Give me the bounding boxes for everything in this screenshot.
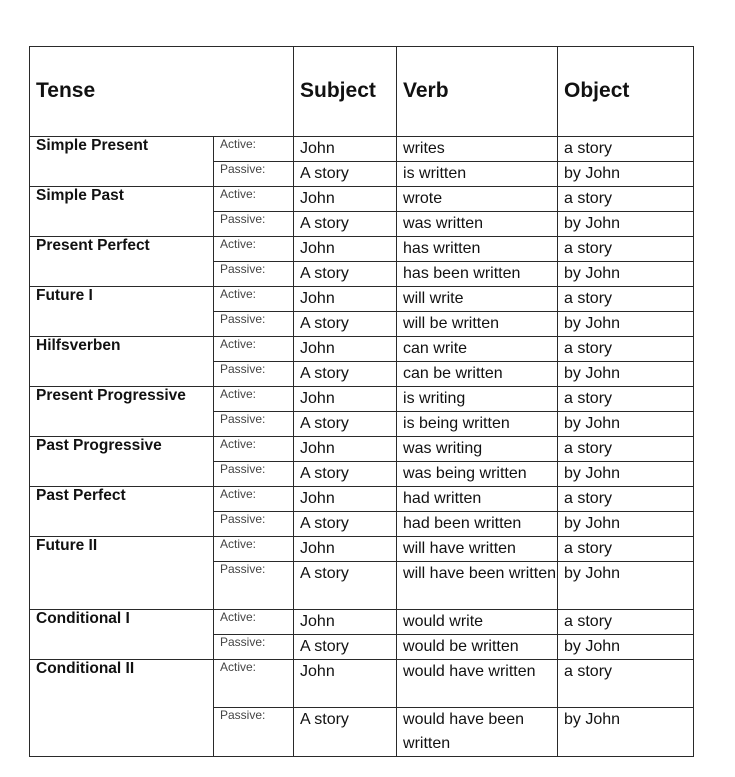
active-label: Active: bbox=[214, 437, 294, 462]
object-cell: a story bbox=[558, 237, 694, 262]
object-cell: a story bbox=[558, 610, 694, 635]
passive-label: Passive: bbox=[214, 512, 294, 537]
subject-cell: A story bbox=[294, 312, 397, 337]
subject-cell: A story bbox=[294, 512, 397, 537]
table-row bbox=[30, 610, 694, 635]
subject-cell: John bbox=[294, 337, 397, 362]
object-cell: a story bbox=[558, 487, 694, 512]
table-row bbox=[30, 537, 694, 562]
object-cell: by John bbox=[558, 162, 694, 187]
object-cell: a story bbox=[558, 437, 694, 462]
active-label: Active: bbox=[214, 537, 294, 562]
object-cell: by John bbox=[558, 362, 694, 387]
verb-cell: has been written bbox=[397, 262, 558, 287]
subject-cell: John bbox=[294, 387, 397, 412]
header-tense: Tense bbox=[30, 47, 294, 137]
object-cell: a story bbox=[558, 337, 694, 362]
tense-name: Present Perfect bbox=[30, 237, 214, 287]
verb-cell: was written bbox=[397, 212, 558, 237]
tense-name: Simple Present bbox=[30, 137, 214, 187]
subject-cell: A story bbox=[294, 412, 397, 437]
active-label: Active: bbox=[214, 237, 294, 262]
active-label: Active: bbox=[214, 387, 294, 412]
subject-cell: A story bbox=[294, 462, 397, 487]
tense-name: Simple Past bbox=[30, 187, 214, 237]
active-label: Active: bbox=[214, 137, 294, 162]
subject-cell: A story bbox=[294, 708, 397, 757]
subject-cell: John bbox=[294, 137, 397, 162]
tense-name: Past Perfect bbox=[30, 487, 214, 537]
subject-cell: A story bbox=[294, 162, 397, 187]
tense-name: Hilfsverben bbox=[30, 337, 214, 387]
subject-cell: A story bbox=[294, 635, 397, 660]
table-row bbox=[30, 337, 694, 362]
header-row bbox=[30, 47, 694, 137]
object-cell: by John bbox=[558, 262, 694, 287]
table-row bbox=[30, 437, 694, 462]
table-row bbox=[30, 660, 694, 708]
tense-table bbox=[29, 46, 694, 757]
tense-name: Conditional II bbox=[30, 660, 214, 757]
object-cell: by John bbox=[558, 312, 694, 337]
subject-cell: John bbox=[294, 537, 397, 562]
object-cell: a story bbox=[558, 660, 694, 708]
verb-cell: is written bbox=[397, 162, 558, 187]
subject-cell: John bbox=[294, 610, 397, 635]
verb-cell: has written bbox=[397, 237, 558, 262]
subject-cell: A story bbox=[294, 212, 397, 237]
passive-label: Passive: bbox=[214, 562, 294, 610]
subject-cell: John bbox=[294, 187, 397, 212]
table-row bbox=[30, 487, 694, 512]
tense-name: Future II bbox=[30, 537, 214, 610]
subject-cell: A story bbox=[294, 362, 397, 387]
table-body bbox=[30, 137, 694, 757]
passive-label: Passive: bbox=[214, 362, 294, 387]
verb-cell: will have written bbox=[397, 537, 558, 562]
passive-label: Passive: bbox=[214, 462, 294, 487]
object-cell: by John bbox=[558, 412, 694, 437]
table-row bbox=[30, 387, 694, 412]
verb-cell: had written bbox=[397, 487, 558, 512]
subject-cell: John bbox=[294, 437, 397, 462]
active-label: Active: bbox=[214, 487, 294, 512]
passive-label: Passive: bbox=[214, 708, 294, 757]
object-cell: a story bbox=[558, 287, 694, 312]
active-label: Active: bbox=[214, 660, 294, 708]
subject-cell: John bbox=[294, 237, 397, 262]
object-cell: a story bbox=[558, 137, 694, 162]
table-row bbox=[30, 187, 694, 212]
subject-cell: John bbox=[294, 660, 397, 708]
header-object: Object bbox=[558, 47, 694, 137]
tense-name: Past Progressive bbox=[30, 437, 214, 487]
verb-cell: had been written bbox=[397, 512, 558, 537]
verb-cell: is being written bbox=[397, 412, 558, 437]
object-cell: by John bbox=[558, 462, 694, 487]
passive-label: Passive: bbox=[214, 412, 294, 437]
object-cell: by John bbox=[558, 562, 694, 610]
passive-label: Passive: bbox=[214, 162, 294, 187]
verb-cell: will be written bbox=[397, 312, 558, 337]
subject-cell: John bbox=[294, 287, 397, 312]
verb-cell: will have been written bbox=[397, 562, 558, 610]
object-cell: by John bbox=[558, 708, 694, 757]
tense-name: Present Progressive bbox=[30, 387, 214, 437]
table-row bbox=[30, 137, 694, 162]
table-row bbox=[30, 287, 694, 312]
verb-cell: would write bbox=[397, 610, 558, 635]
object-cell: by John bbox=[558, 635, 694, 660]
passive-label: Passive: bbox=[214, 262, 294, 287]
header-verb: Verb bbox=[397, 47, 558, 137]
passive-label: Passive: bbox=[214, 312, 294, 337]
subject-cell: A story bbox=[294, 262, 397, 287]
object-cell: by John bbox=[558, 212, 694, 237]
verb-cell: can be written bbox=[397, 362, 558, 387]
subject-cell: John bbox=[294, 487, 397, 512]
verb-cell: would be written bbox=[397, 635, 558, 660]
active-label: Active: bbox=[214, 337, 294, 362]
verb-cell: would have written bbox=[397, 660, 558, 708]
tense-name: Conditional I bbox=[30, 610, 214, 660]
object-cell: a story bbox=[558, 387, 694, 412]
active-label: Active: bbox=[214, 287, 294, 312]
passive-label: Passive: bbox=[214, 635, 294, 660]
verb-cell: was writing bbox=[397, 437, 558, 462]
tense-name: Future I bbox=[30, 287, 214, 337]
verb-cell: is writing bbox=[397, 387, 558, 412]
object-cell: a story bbox=[558, 537, 694, 562]
verb-cell: writes bbox=[397, 137, 558, 162]
verb-cell: will write bbox=[397, 287, 558, 312]
verb-cell: can write bbox=[397, 337, 558, 362]
active-label: Active: bbox=[214, 187, 294, 212]
object-cell: by John bbox=[558, 512, 694, 537]
passive-label: Passive: bbox=[214, 212, 294, 237]
header-subject: Subject bbox=[294, 47, 397, 137]
verb-cell: would have been written bbox=[397, 708, 558, 757]
table-row bbox=[30, 237, 694, 262]
object-cell: a story bbox=[558, 187, 694, 212]
active-label: Active: bbox=[214, 610, 294, 635]
verb-cell: wrote bbox=[397, 187, 558, 212]
verb-cell: was being written bbox=[397, 462, 558, 487]
subject-cell: A story bbox=[294, 562, 397, 610]
